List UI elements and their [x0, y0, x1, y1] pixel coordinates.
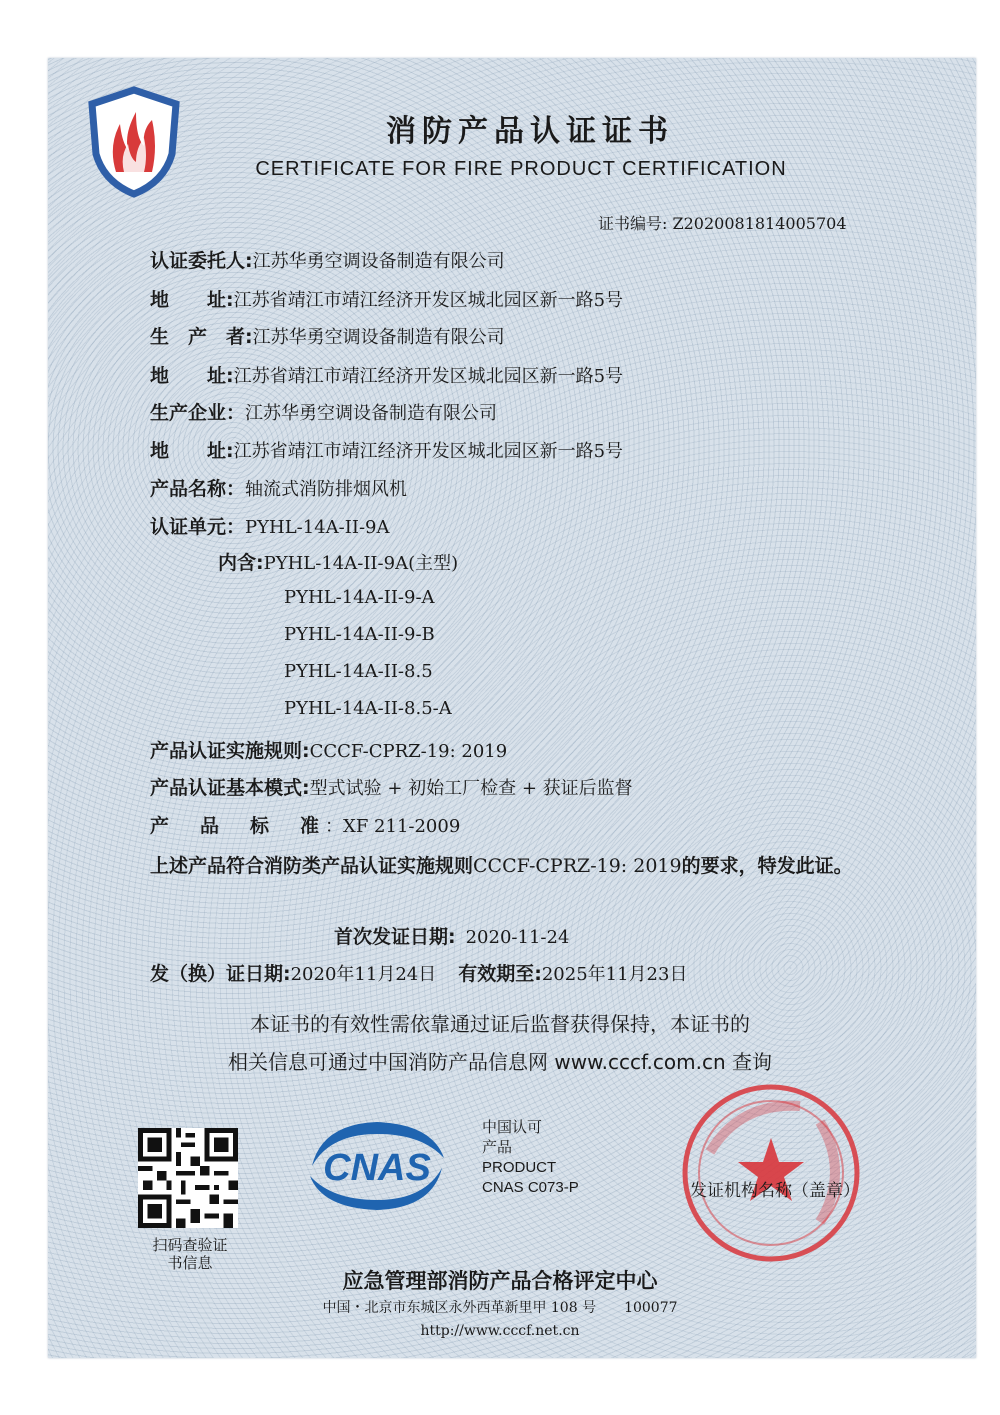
- contents-item: PYHL-14A-II-9-B: [284, 624, 435, 645]
- cnas-logo-icon: [302, 1118, 452, 1214]
- field-cert-mode: [150, 773, 633, 800]
- field-value: 江苏省靖江市靖江经济开发区城北园区新一路5号: [233, 441, 624, 462]
- cnas-line: PRODUCT: [482, 1159, 557, 1176]
- field-label: 生 产 者:: [150, 326, 253, 348]
- field-manufacturer: [150, 398, 497, 425]
- qr-caption: 扫码查验证书信息: [152, 1236, 228, 1272]
- field-value: 轴流式消防排烟风机: [245, 479, 408, 500]
- certificate-number: [598, 211, 847, 234]
- first-issue-label: 首次发证日期:: [334, 926, 456, 948]
- contents-item: PYHL-14A-II-9A(主型): [263, 553, 459, 574]
- field-value: 型式试验 + 初始工厂检查 + 获证后监督: [309, 778, 633, 799]
- organization-url[interactable]: http://www.cccf.net.cn: [420, 1323, 580, 1339]
- field-label: 认证单元：: [150, 516, 246, 538]
- cnas-logo-text: CNAS: [323, 1147, 431, 1189]
- field-value: ：XF 211-2009: [325, 816, 461, 837]
- field-product-standard: [150, 811, 460, 838]
- conformity-statement: 上述产品符合消防类产品认证实施规则CCCF-CPRZ-19: 2019的要求，特发此证。: [150, 855, 853, 877]
- field-value: 江苏省靖江市靖江经济开发区城北园区新一路5号: [233, 366, 624, 387]
- certificate-subtitle: CERTIFICATE FOR FIRE PRODUCT CERTIFICATION: [255, 158, 787, 180]
- field-manufacturer-address: [150, 436, 623, 463]
- qr-code-icon[interactable]: [138, 1128, 238, 1228]
- organization-address: 中国・北京市东城区永外西革新里甲 108 号 100077: [322, 1300, 678, 1316]
- field-value: 江苏华勇空调设备制造有限公司: [252, 251, 505, 272]
- contents-item: PYHL-14A-II-8.5: [284, 661, 433, 682]
- issuing-organization: 应急管理部消防产品合格评定中心: [342, 1269, 658, 1293]
- contents-label: 内含:: [218, 552, 264, 574]
- field-label: 产品名称：: [150, 478, 246, 500]
- cert-no-label: 证书编号:: [598, 214, 668, 233]
- contents-item: PYHL-14A-II-8.5-A: [284, 698, 452, 719]
- valid-until-value: 2025年11月23日: [541, 964, 688, 985]
- issue-date-value: 2020年11月24日: [290, 964, 437, 985]
- issue-date-row: [150, 959, 687, 986]
- field-label: 产品认证基本模式:: [150, 777, 310, 799]
- official-seal-icon: [680, 1082, 862, 1264]
- field-producer: [150, 322, 505, 349]
- field-label: 地 址:: [150, 365, 234, 387]
- contents-item: PYHL-14A-II-9-A: [284, 587, 435, 608]
- field-label: 地 址:: [150, 289, 234, 311]
- cnas-line: 产品: [482, 1139, 513, 1156]
- field-client: [150, 246, 505, 273]
- contents-row: [218, 548, 458, 575]
- field-value: 江苏华勇空调设备制造有限公司: [252, 327, 505, 348]
- cnas-accreditation-text: [482, 1118, 579, 1198]
- field-label: 生产企业：: [150, 402, 246, 424]
- field-value: 江苏省靖江市靖江经济开发区城北园区新一路5号: [233, 290, 624, 311]
- first-issue-date: [334, 922, 569, 949]
- field-client-address: [150, 285, 623, 312]
- issue-date-label: 发（换）证日期:: [150, 963, 291, 985]
- field-label: 认证委托人:: [150, 250, 253, 272]
- valid-until-label: 有效期至:: [458, 963, 542, 985]
- field-label: 产品认证实施规则:: [150, 740, 310, 762]
- field-value: 江苏华勇空调设备制造有限公司: [245, 403, 498, 424]
- field-cert-unit: [150, 512, 389, 539]
- field-label: 地 址:: [150, 440, 234, 462]
- first-issue-value: 2020-11-24: [465, 927, 570, 948]
- cnas-line: 中国认可: [482, 1119, 543, 1136]
- field-value: CCCF-CPRZ-19: 2019: [309, 741, 508, 762]
- field-implementation-rule: [150, 736, 507, 763]
- field-product-name: [150, 474, 407, 501]
- validity-notice-line1: 本证书的有效性需依靠通过证后监督获得保持，本证书的: [250, 1012, 750, 1036]
- cert-no-value: Z2020081814005704: [672, 214, 847, 233]
- certificate-title: 消防产品认证证书: [386, 114, 674, 149]
- validity-notice-line2: 相关信息可通过中国消防产品信息网 www.cccf.com.cn 查询: [228, 1050, 772, 1074]
- field-label: 产 品 标 准: [150, 815, 326, 837]
- field-value: PYHL-14A-II-9A: [245, 517, 390, 538]
- cnas-line: CNAS C073-P: [482, 1179, 579, 1196]
- issuer-seal-label: 发证机构名称（盖章）: [690, 1181, 860, 1201]
- field-producer-address: [150, 361, 623, 388]
